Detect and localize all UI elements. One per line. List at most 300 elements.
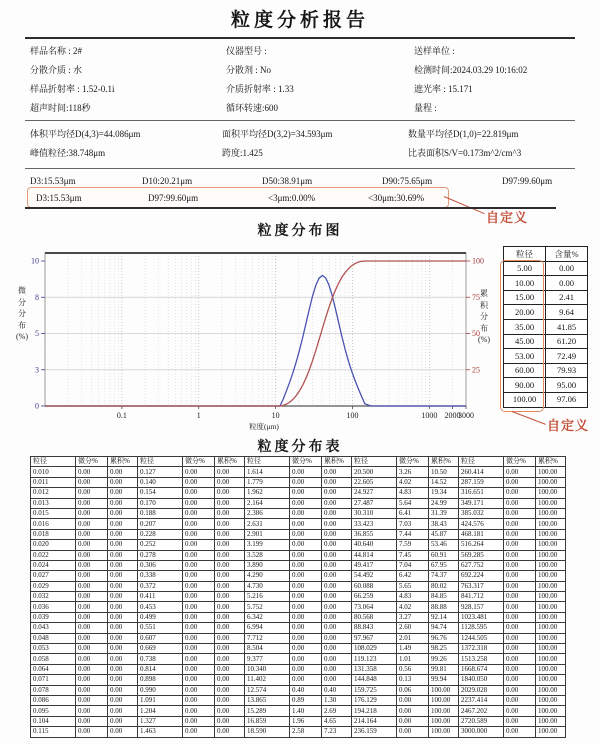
cell: 0.00: [108, 560, 138, 570]
y-left-tick-label: 10: [31, 256, 39, 266]
report-title: 粒度分析报告: [230, 10, 369, 31]
cell: 0.00: [76, 560, 108, 570]
cell: 0.170: [138, 498, 183, 508]
cell: 45.00: [504, 334, 546, 349]
cell: 0.00: [546, 276, 588, 291]
cell: 0.00: [215, 644, 245, 654]
table-row: [31, 685, 566, 695]
cell: 0.00: [215, 571, 245, 581]
cell: 1.30: [322, 695, 352, 705]
cell: 0.00: [290, 550, 322, 560]
cell: 7.23: [322, 727, 352, 737]
cell: 38.43: [429, 519, 459, 529]
cell: 0.00: [76, 664, 108, 674]
cell: 0.00: [183, 654, 215, 664]
custom-column-box: [500, 260, 544, 412]
d-values-row: [30, 176, 578, 186]
cell: 100.00: [536, 508, 566, 518]
cell: 0.00: [322, 675, 352, 685]
cell: 0.00: [76, 581, 108, 591]
cell: 0.00: [290, 498, 322, 508]
cell: 97.06: [546, 392, 588, 407]
cell: 0.00: [215, 664, 245, 674]
cell: 0.00: [504, 706, 536, 716]
cell: 0.140: [138, 477, 183, 487]
cell: 100.00: [536, 477, 566, 487]
table-row: [31, 508, 566, 518]
cell: 0.00: [322, 633, 352, 643]
cell: 627.752: [459, 560, 504, 570]
info-item: 分散介质 : 水: [30, 65, 83, 75]
cell: 84.85: [429, 592, 459, 602]
cell: 4.290: [245, 571, 290, 581]
cell: 15.00: [504, 290, 546, 305]
d-value: D90:75.65μm: [382, 176, 433, 186]
divider-info: [25, 120, 575, 121]
cell: 0.00: [108, 716, 138, 726]
cell: 99.26: [429, 654, 459, 664]
cell: 0.00: [108, 612, 138, 622]
cell: 7.712: [245, 633, 290, 643]
cell: 67.95: [429, 560, 459, 570]
cell: 3.27: [397, 612, 429, 622]
table-header-row: [31, 457, 566, 467]
cell: 0.00: [290, 540, 322, 550]
cell: 20.500: [352, 467, 397, 477]
header-cell: 粒径: [459, 457, 504, 467]
header-cell: 累积%: [322, 457, 352, 467]
custom-value: D97:99.60μm: [148, 192, 199, 203]
table-row: [31, 540, 566, 550]
cell: 0.00: [504, 675, 536, 685]
cell: 0.00: [322, 560, 352, 570]
table-row: [31, 633, 566, 643]
cell: 0.00: [108, 488, 138, 498]
cell: 0.020: [31, 540, 76, 550]
cell: 66.259: [352, 592, 397, 602]
header-cell: 微分%: [290, 457, 322, 467]
cell: 0.022: [31, 550, 76, 560]
cell: 2.69: [322, 706, 352, 716]
table-row: [31, 498, 566, 508]
cell: 1668.674: [459, 664, 504, 674]
cell: 0.00: [290, 612, 322, 622]
cell: 0.00: [76, 633, 108, 643]
cell: 0.00: [76, 550, 108, 560]
info-item: 仪器型号 :: [226, 46, 267, 56]
cell: 0.00: [504, 571, 536, 581]
cell: 0.00: [322, 498, 352, 508]
cell: 763.317: [459, 581, 504, 591]
cell: 260.414: [459, 467, 504, 477]
cell: 0.00: [76, 612, 108, 622]
cell: 0.00: [108, 508, 138, 518]
summary-item: 峰值粒径:38.748μm: [30, 148, 106, 158]
cell: 100.00: [536, 644, 566, 654]
cell: 0.00: [504, 467, 536, 477]
cell: 0.00: [504, 644, 536, 654]
cell: 131.358: [352, 664, 397, 674]
cell: 5.00: [504, 261, 546, 276]
cell: 100.00: [504, 392, 546, 407]
cell: 0.00: [76, 706, 108, 716]
cell: 0.00: [183, 488, 215, 498]
table-row: [31, 571, 566, 581]
cell: 6.41: [397, 508, 429, 518]
cell: 0.252: [138, 540, 183, 550]
cell: 0.00: [183, 633, 215, 643]
cell: 0.00: [504, 488, 536, 498]
d-value: D3:15.53μm: [30, 176, 76, 186]
cell: 0.00: [108, 550, 138, 560]
cell: 0.00: [504, 633, 536, 643]
x-tick-label: 10: [271, 411, 280, 420]
x-tick-label: 3000: [458, 411, 474, 420]
cell: 928.157: [459, 602, 504, 612]
cell: 316.651: [459, 488, 504, 498]
cell: 0.00: [504, 623, 536, 633]
cell: 0.00: [76, 716, 108, 726]
custom-annotation-label-top: 自定义: [486, 210, 529, 225]
cell: 60.088: [352, 581, 397, 591]
d-value: D10:20.21μm: [142, 176, 193, 186]
cell: 0.00: [76, 508, 108, 518]
table-row: [31, 477, 566, 487]
cell: 0.00: [108, 644, 138, 654]
cell: 97.967: [352, 633, 397, 643]
cell: 9.64: [546, 305, 588, 320]
cell: 100.00: [429, 685, 459, 695]
cell: 0.043: [31, 623, 76, 633]
axis-title-char: 分: [18, 309, 26, 318]
d-value: D50:38.91μm: [262, 176, 313, 186]
cell: 3.528: [245, 550, 290, 560]
cell: 1.962: [245, 488, 290, 498]
cell: 99.81: [429, 664, 459, 674]
cell: 0.00: [76, 602, 108, 612]
cell: 0.00: [322, 612, 352, 622]
header-cell: 累积%: [536, 457, 566, 467]
cell: 0.00: [546, 261, 588, 276]
table-row: [504, 247, 588, 262]
cell: 0.00: [504, 508, 536, 518]
cell: 0.00: [183, 644, 215, 654]
cell: 0.00: [183, 602, 215, 612]
info-item: 样品名称 : 2#: [30, 46, 83, 56]
y-left-tick-label: 8: [35, 292, 39, 302]
cell: 0.00: [504, 529, 536, 539]
cell: 4.02: [397, 477, 429, 487]
cell: 0.00: [504, 519, 536, 529]
header-cell: 微分%: [504, 457, 536, 467]
cell: 0.00: [183, 560, 215, 570]
cell: 1.40: [290, 706, 322, 716]
cell: 0.00: [322, 644, 352, 654]
info-item: 检测时间:2024.03.29 10:16:02: [414, 65, 528, 75]
cell: 0.00: [504, 477, 536, 487]
cell: 0.00: [322, 571, 352, 581]
cell: 24.99: [429, 498, 459, 508]
cell: 0.00: [215, 685, 245, 695]
cell: 0.56: [397, 664, 429, 674]
cell: 0.00: [215, 508, 245, 518]
cell: 0.00: [215, 633, 245, 643]
cell: 7.03: [397, 519, 429, 529]
cell: 0.00: [108, 498, 138, 508]
cell: 0.499: [138, 612, 183, 622]
cell: 0.00: [290, 519, 322, 529]
cell: 35.00: [504, 319, 546, 334]
cell: 30.310: [352, 508, 397, 518]
cell: 385.032: [459, 508, 504, 518]
header-cell: 粒径: [245, 457, 290, 467]
cell: 100.00: [536, 519, 566, 529]
cell: 0.00: [322, 540, 352, 550]
cell: 100.00: [536, 706, 566, 716]
cell: 13.865: [245, 695, 290, 705]
cell: 100.00: [536, 592, 566, 602]
header-cell: 累积%: [429, 457, 459, 467]
cell: 0.00: [183, 498, 215, 508]
cell: 0.00: [290, 654, 322, 664]
cell: 0.00: [183, 685, 215, 695]
cell: 2.164: [245, 498, 290, 508]
cell: 0.00: [290, 529, 322, 539]
info-item: 分散剂 : No: [226, 65, 272, 75]
table-row: [31, 664, 566, 674]
cell: 60.91: [429, 550, 459, 560]
cell: 0.00: [397, 706, 429, 716]
cell: 61.20: [546, 334, 588, 349]
cell: 2.386: [245, 508, 290, 518]
table-row: [31, 488, 566, 498]
cell: 100.00: [536, 529, 566, 539]
table-row: [31, 706, 566, 716]
cell: 0.00: [76, 540, 108, 550]
cell: 0.104: [31, 716, 76, 726]
cell: 2.901: [245, 529, 290, 539]
header-cell: 含量%: [546, 247, 588, 262]
cell: 0.40: [322, 685, 352, 695]
cell: 0.00: [76, 467, 108, 477]
cell: 0.00: [290, 592, 322, 602]
cell: 60.00: [504, 363, 546, 378]
cell: 100.00: [536, 633, 566, 643]
cell: 45.87: [429, 529, 459, 539]
cell: 1.779: [245, 477, 290, 487]
cell: 0.00: [215, 581, 245, 591]
table-row: [31, 716, 566, 726]
cell: 0.036: [31, 602, 76, 612]
cell: 31.39: [429, 508, 459, 518]
cell: 144.848: [352, 675, 397, 685]
cell: 2237.414: [459, 695, 504, 705]
cell: 0.814: [138, 664, 183, 674]
cell: 0.00: [108, 529, 138, 539]
cell: 0.00: [290, 675, 322, 685]
info-row: [30, 63, 578, 76]
cell: 0.00: [183, 727, 215, 737]
axis-title-char: 累: [480, 289, 488, 298]
cell: 100.00: [536, 664, 566, 674]
cell: 692.224: [459, 571, 504, 581]
cell: 0.00: [397, 695, 429, 705]
cell: 0.00: [108, 540, 138, 550]
right-axis-title: [477, 288, 491, 346]
cell: 12.574: [245, 685, 290, 695]
cell: 100.00: [536, 716, 566, 726]
cell: 0.071: [31, 675, 76, 685]
info-item: 送样单位 :: [414, 46, 455, 56]
cell: 0.00: [504, 581, 536, 591]
cell: 24.927: [352, 488, 397, 498]
axis-title-char: 分: [18, 297, 26, 307]
table-row: [31, 695, 566, 705]
info-row: [30, 101, 578, 114]
info-row: [30, 44, 578, 57]
cell: 0.306: [138, 560, 183, 570]
cell: 5.64: [397, 498, 429, 508]
cell: 0.00: [290, 644, 322, 654]
axis-title-char: 布: [480, 323, 488, 333]
cell: 0.00: [215, 498, 245, 508]
table-row: [31, 612, 566, 622]
cell: 1.204: [138, 706, 183, 716]
cell: 0.00: [108, 675, 138, 685]
cell: 0.00: [215, 602, 245, 612]
axis-title-char: 布: [18, 320, 26, 330]
cell: 0.207: [138, 519, 183, 529]
cell: 0.00: [290, 602, 322, 612]
table-row: [31, 581, 566, 591]
cell: 0.00: [76, 727, 108, 737]
cell: 0.013: [31, 498, 76, 508]
cell: 1023.481: [459, 612, 504, 622]
cell: 0.048: [31, 633, 76, 643]
cell: 4.65: [322, 716, 352, 726]
cell: 0.00: [108, 571, 138, 581]
cell: 0.738: [138, 654, 183, 664]
cell: 7.59: [397, 540, 429, 550]
cell: 0.00: [76, 675, 108, 685]
cell: 3000.000: [459, 727, 504, 737]
cell: 0.00: [108, 477, 138, 487]
cell: 0.00: [397, 727, 429, 737]
cell: 0.00: [504, 727, 536, 737]
cell: 0.551: [138, 623, 183, 633]
custom-annotation-label-side: 自定义: [547, 418, 590, 433]
cell: 0.00: [76, 477, 108, 487]
cell: 88.88: [429, 602, 459, 612]
cell: 0.00: [215, 488, 245, 498]
cell: 0.154: [138, 488, 183, 498]
info-item: 超声时间:118秒: [30, 103, 91, 113]
cell: 0.00: [183, 612, 215, 622]
d-value: D97:99.60μm: [502, 176, 553, 186]
cell: 0.990: [138, 685, 183, 695]
cell: 0.00: [322, 654, 352, 664]
cell: 1244.505: [459, 633, 504, 643]
cell: 100.00: [536, 695, 566, 705]
x-axis-label: 粒度(μm): [249, 422, 279, 431]
table-row: [31, 675, 566, 685]
cell: 0.13: [397, 675, 429, 685]
cell: 10.340: [245, 664, 290, 674]
cell: 1.327: [138, 716, 183, 726]
header-cell: 累积%: [215, 457, 245, 467]
distribution-chart: [0, 240, 500, 435]
cell: 0.00: [215, 675, 245, 685]
cell: 108.029: [352, 644, 397, 654]
table-row: [31, 529, 566, 539]
cell: 5.216: [245, 592, 290, 602]
cell: 0.00: [215, 540, 245, 550]
cell: 0.012: [31, 488, 76, 498]
cell: 33.423: [352, 519, 397, 529]
cell: 0.00: [183, 581, 215, 591]
cell: 0.00: [183, 664, 215, 674]
cell: 100.00: [536, 560, 566, 570]
cell: 0.00: [504, 612, 536, 622]
header-cell: 微分%: [183, 457, 215, 467]
x-tick-label: 1: [196, 411, 201, 420]
axis-title-char: (%): [16, 332, 28, 341]
cell: 0.00: [108, 602, 138, 612]
cell: 0.00: [215, 477, 245, 487]
cell: 0.669: [138, 644, 183, 654]
cell: 0.00: [290, 477, 322, 487]
info-item: 介质折射率 : 1.33: [226, 84, 294, 94]
cell: 0.00: [76, 571, 108, 581]
cell: 1.463: [138, 727, 183, 737]
cell: 0.00: [322, 477, 352, 487]
cell: 16.859: [245, 716, 290, 726]
cell: 0.00: [76, 685, 108, 695]
cell: 73.064: [352, 602, 397, 612]
cell: 0.00: [108, 685, 138, 695]
cell: 90.00: [504, 378, 546, 393]
cell: 0.039: [31, 612, 76, 622]
cell: 6.342: [245, 612, 290, 622]
cell: 1.091: [138, 695, 183, 705]
y-left-tick-label: 5: [35, 329, 39, 338]
cell: 349.171: [459, 498, 504, 508]
cell: 194.218: [352, 706, 397, 716]
cell: 19.34: [429, 488, 459, 498]
cell: 0.188: [138, 508, 183, 518]
summary-item: 面积平均径D(3,2)=34.593μm: [222, 129, 333, 139]
cell: 0.00: [504, 540, 536, 550]
cell: 0.024: [31, 560, 76, 570]
summary-item: 体积平均径D(4,3)=44.086μm: [30, 129, 141, 139]
cell: 10.50: [429, 467, 459, 477]
cell: 0.372: [138, 581, 183, 591]
cell: 100.00: [536, 488, 566, 498]
divider-dvalues: [25, 207, 556, 209]
cell: 841.712: [459, 592, 504, 602]
cell: 4.83: [397, 592, 429, 602]
cell: 0.00: [215, 716, 245, 726]
cell: 100.00: [536, 498, 566, 508]
cell: 0.095: [31, 706, 76, 716]
cell: 1.96: [290, 716, 322, 726]
info-item: 遮光率 : 15.171: [414, 84, 473, 94]
cell: 0.06: [397, 685, 429, 695]
x-tick-label: 2000: [444, 411, 461, 420]
cell: 516.264: [459, 540, 504, 550]
table-row: [31, 550, 566, 560]
y-left-tick-label: 0: [35, 401, 39, 411]
